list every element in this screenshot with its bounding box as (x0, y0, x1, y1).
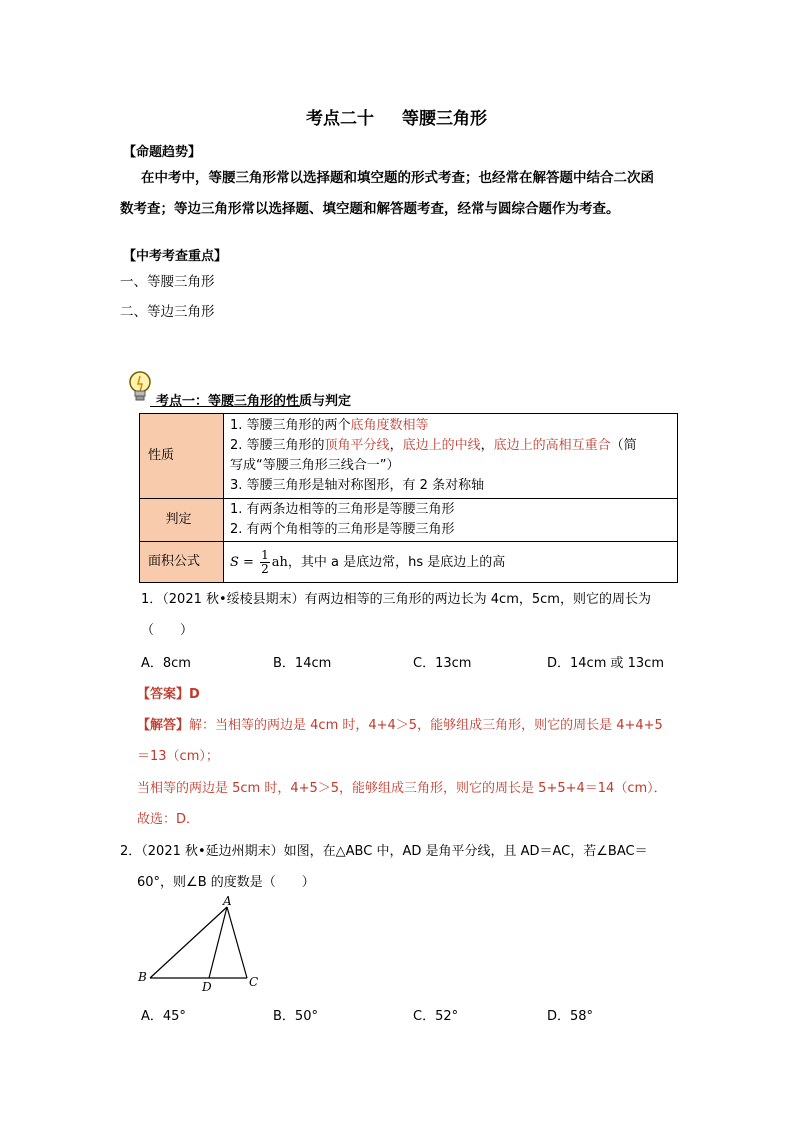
property-2-comma-2: ， (480, 438, 494, 453)
point-d-label: D (202, 980, 212, 994)
area-formula-fraction (260, 549, 270, 576)
area-description: ，其中 a 是底边常，hs 是底边上的高 (287, 554, 506, 570)
property-2-text: 2. 等腰三角形的 (230, 438, 325, 453)
focus-item-1: 一、等腰三角形 (120, 274, 215, 290)
property-2-tail: （简 (610, 438, 637, 453)
triangle-diagram (130, 893, 270, 998)
focus-item-2: 二、等边三角形 (120, 304, 215, 320)
q1-solution-label: 【解答】 (137, 718, 190, 733)
page-title (0, 104, 793, 129)
area-formula-s: S (230, 554, 239, 570)
property-content (224, 414, 678, 499)
judge-label: 判定 (140, 499, 224, 542)
q1-option-a[interactable]: A．8cm (141, 656, 191, 671)
property-1-text: 1. 等腰三角形的两个 (230, 418, 351, 433)
judge-1-text: 1. 有两条边相等的三角形是等腰三角形 (230, 502, 455, 517)
q1-solution-text: 解：当相等的两边是 4cm 时，4+4＞5，能够组成三角形，则它的周长是 4+4+5 (189, 718, 663, 733)
segment-ad (209, 907, 227, 978)
q1-line-2: （ ） (141, 623, 194, 638)
table-row-area (140, 542, 678, 583)
trend-line-2: 数考查；等边三角形常以选择题、填空题和解答题考查，经常与圆综合题作为考查。 (120, 201, 620, 217)
property-3-text: 3. 等腰三角形是轴对称图形，有 2 条对称轴 (230, 478, 485, 493)
property-label: 性质 (140, 414, 224, 499)
fraction-numerator: 1 (261, 547, 269, 562)
q1-solution-line-1 (137, 714, 663, 733)
trend-heading: 【命题趋势】 (123, 145, 202, 160)
q2-line-2: 60°，则∠B 的度数是（ ） (137, 875, 315, 890)
q2-line-1: 2．（2021 秋•延边州期末）如图，在△ABC 中，AD 是角平分线，且 AD＝AC，若∠BAC＝ (120, 844, 648, 859)
q2-option-d[interactable]: D．58° (547, 1009, 594, 1024)
lightbulb-icon (128, 370, 152, 408)
trend-line-1: 在中考中，等腰三角形常以选择题和填空题的形式考查；也经常在解答题中结合二次函 (141, 170, 654, 186)
q2-option-b[interactable]: B．50° (273, 1009, 318, 1024)
property-2-highlight-2: 底边上的中线 (402, 438, 481, 453)
title-part-1: 考点二十 (306, 109, 374, 129)
fraction-denominator: 2 (261, 561, 269, 576)
side-ab (150, 907, 227, 978)
area-content (224, 542, 678, 583)
q1-solution-line-4: 故选：D． (137, 812, 200, 827)
table-row-judge (140, 499, 678, 542)
property-1-highlight: 底角度数相等 (350, 418, 429, 433)
q1-option-b[interactable]: B．14cm (273, 656, 332, 671)
q2-option-a[interactable]: A．45° (141, 1009, 186, 1024)
focus-heading: 【中考考查重点】 (123, 249, 228, 264)
side-ac (227, 907, 247, 978)
q1-line-1: 1．（2021 秋•绥棱县期末）有两边相等的三角形的两边长为 4cm，5cm，则它的周长为 (141, 592, 651, 607)
area-formula-eq: = (243, 554, 254, 570)
judge-content (224, 499, 678, 542)
vertex-b-label: B (138, 970, 147, 984)
judge-2-text: 2. 有两个角相等的三角形是等腰三角形 (230, 522, 455, 537)
q1-solution-line-2: ＝13（cm）； (137, 749, 219, 764)
area-label: 面积公式 (140, 542, 224, 583)
area-formula-ah: ah (271, 554, 288, 570)
q1-solution-line-3: 当相等的两边是 5cm 时，4+5＞5，能够组成三角形，则它的周长是 5+5+4＝14（cm）． (137, 781, 667, 796)
table-row-property (140, 414, 678, 499)
title-part-2: 等腰三角形 (402, 109, 487, 129)
q1-option-d[interactable]: D．14cm 或 13cm (547, 656, 664, 671)
vertex-a-label: A (223, 894, 232, 908)
q1-option-c[interactable]: C．13cm (413, 656, 472, 671)
kaodian-label: 考点一：等腰三角形的性质与判定 (156, 394, 352, 409)
kaodian-underline (150, 406, 300, 407)
property-2-comma-1: ， (389, 438, 403, 453)
property-2-line-2: 写成“等腰三角形三线合一”） (230, 458, 400, 473)
vertex-c-label: C (249, 975, 259, 989)
property-2-highlight-1: 顶角平分线 (324, 438, 390, 453)
property-2-highlight-3: 底边上的高相互重合 (493, 438, 611, 453)
q1-answer: 【答案】D (137, 687, 200, 702)
property-table (139, 413, 678, 583)
q2-option-c[interactable]: C．52° (413, 1009, 459, 1024)
